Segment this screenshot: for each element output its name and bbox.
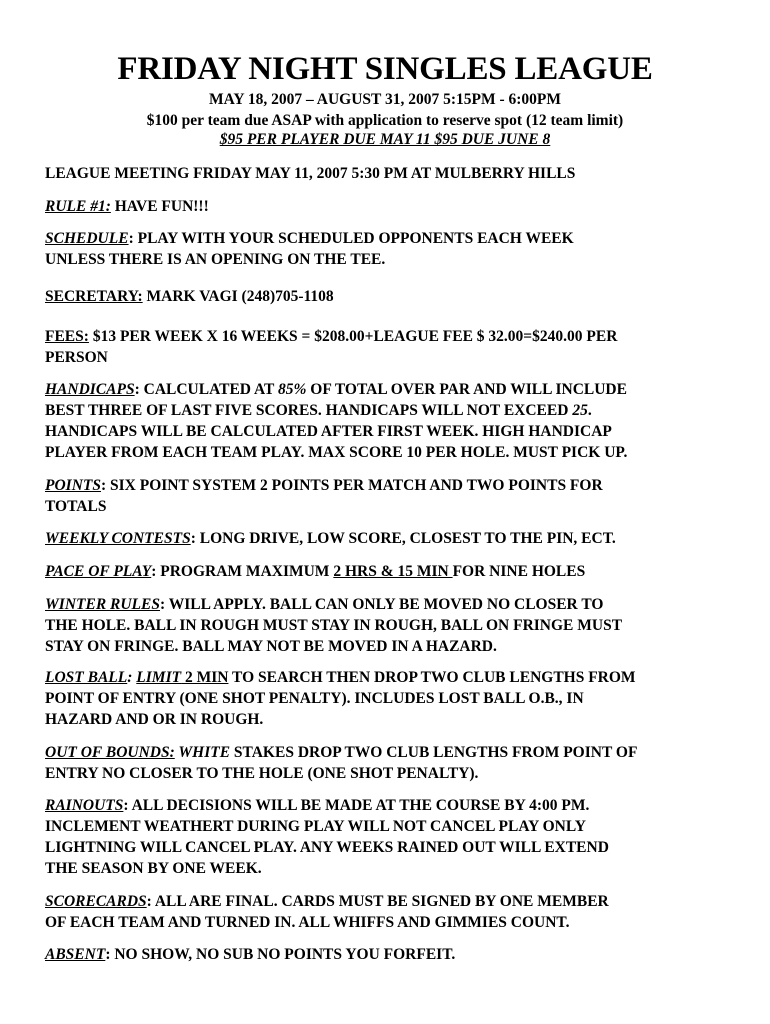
rainouts-section [45,795,745,879]
pace-text-b: FOR NINE HOLES [452,563,586,580]
scorecards-label: SCORECARDS [45,893,147,910]
winter-rules-label: WINTER RULES [45,596,160,613]
winter-rules-section [45,594,745,657]
rule-1-label: RULE #1: [45,198,111,215]
handicaps-line2-b: . [587,402,592,419]
fees-text-line2: PERSON [45,349,108,366]
handicaps-max: 25 [572,402,588,419]
rule-1-text: HAVE FUN!!! [110,198,209,215]
lost-ball-line2: POINT OF ENTRY (ONE SHOT PENALTY). INCLUDES LOST BALL O.B., IN [45,690,584,707]
winter-rules-line2: THE HOLE. BALL IN ROUGH MUST STAY IN ROUGH, BALL ON FRINGE MUST [45,617,623,634]
rule-1 [45,196,745,217]
handicaps-text-b: OF TOTAL OVER PAR AND WILL INCLUDE [306,381,627,398]
meeting-notice [45,163,745,184]
handicaps-line3: HANDICAPS WILL BE CALCULATED AFTER FIRST WEEK. HIGH HANDICAP [45,423,612,440]
handicaps-line2-a: BEST THREE OF LAST FIVE SCORES. HANDICAPS WILL NOT EXCEED [45,402,573,419]
scorecards-line2: OF EACH TEAM AND TURNED IN. ALL WHIFFS AND GIMMIES COUNT. [45,914,570,931]
scorecards-section [45,891,745,933]
handicaps-label: HANDICAPS [45,381,135,398]
schedule-text-line2: UNLESS THERE IS AN OPENING ON THE TEE. [45,251,386,268]
rainouts-line2: INCLEMENT WEATHERT DURING PLAY WILL NOT CANCEL PLAY ONLY [45,818,586,835]
pace-of-play-section [45,561,745,582]
points-label: POINTS [45,477,101,494]
lost-ball-line3: HAZARD AND OR IN ROUGH. [45,711,264,728]
schedule-text: : PLAY WITH YOUR SCHEDULED OPPONENTS EACH WEEK [128,230,574,247]
schedule-section [45,228,745,270]
lost-ball-colon: : [127,669,137,686]
absent-text: : NO SHOW, NO SUB NO POINTS YOU FORFEIT. [105,946,456,963]
lost-ball-text: TO SEARCH THEN DROP TWO CLUB LENGTHS FROM [228,669,636,686]
out-of-bounds-text: STAKES DROP TWO CLUB LENGTHS FROM POINT OF [230,744,638,761]
points-section [45,475,745,517]
rainouts-line4: THE SEASON BY ONE WEEK. [45,860,262,877]
scorecards-text: : ALL ARE FINAL. CARDS MUST BE SIGNED BY ONE MEMBER [146,893,609,910]
lost-ball-limit-value: 2 MIN [181,669,229,686]
secretary-label: SECRETARY: [45,288,143,305]
handicaps-percent: 85% [278,381,307,398]
winter-rules-text: : WILL APPLY. BALL CAN ONLY BE MOVED NO CLOSER TO [160,596,604,613]
rainouts-line3: LIGHTNING WILL CANCEL PLAY. ANY WEEKS RAINED OUT WILL EXTEND [45,839,609,856]
winter-rules-line3: STAY ON FRINGE. BALL MAY NOT BE MOVED IN A HAZARD. [45,638,497,655]
absent-section [45,944,745,965]
fees-section [45,326,745,368]
meeting-text: LEAGUE MEETING FRIDAY MAY 11, 2007 5:30 PM AT MULBERRY HILLS [45,165,576,182]
pace-time-limit: 2 HRS & 15 MIN [333,563,453,580]
season-dates: MAY 18, 2007 – AUGUST 31, 2007 5:15PM - 6:00PM [208,91,562,108]
absent-label: ABSENT [45,946,106,963]
schedule-label: SCHEDULE [45,230,129,247]
fees-text: $13 PER WEEK X 16 WEEKS = $208.00+LEAGUE FEE $ 32.00=$240.00 PER [88,328,618,345]
points-text: : SIX POINT SYSTEM 2 POINTS PER MATCH AND TWO POINTS FOR [100,477,603,494]
rainouts-label: RAINOUTS [45,797,124,814]
lost-ball-section [45,667,745,730]
lost-ball-limit-label: LIMIT [136,669,182,686]
page-title: FRIDAY NIGHT SINGLES LEAGUE [117,51,653,87]
pace-of-play-label: PACE OF PLAY [45,563,152,580]
weekly-contests-text: : LONG DRIVE, LOW SCORE, CLOSEST TO THE PIN, ECT. [190,530,616,547]
rainouts-text: : ALL DECISIONS WILL BE MADE AT THE COURSE BY 4:00 PM. [123,797,590,814]
secretary-text: MARK VAGI (248)705-1108 [142,288,334,305]
lost-ball-label: LOST BALL [45,669,128,686]
weekly-contests-label: WEEKLY CONTESTS [45,530,191,547]
weekly-contests-section [45,528,745,549]
fees-label: FEES: [45,328,89,345]
team-fee-note: $100 per team due ASAP with application to reserve spot (12 team limit) [146,112,624,129]
player-due-note: $95 PER PLAYER DUE MAY 11 $95 DUE JUNE 8 [219,131,551,148]
secretary-section [45,286,745,307]
points-text-line2: TOTALS [45,498,107,515]
handicaps-text-a: : CALCULATED AT [134,381,278,398]
out-of-bounds-label: OUT OF BOUNDS: [45,744,175,761]
out-of-bounds-section [45,742,745,784]
handicaps-line4: PLAYER FROM EACH TEAM PLAY. MAX SCORE 10 PER HOLE. MUST PICK UP. [45,444,628,461]
pace-text-a: : PROGRAM MAXIMUM [151,563,334,580]
out-of-bounds-white: WHITE [174,744,231,761]
handicaps-section [45,379,745,463]
out-of-bounds-line2: ENTRY NO CLOSER TO THE HOLE (ONE SHOT PENALTY). [45,765,479,782]
